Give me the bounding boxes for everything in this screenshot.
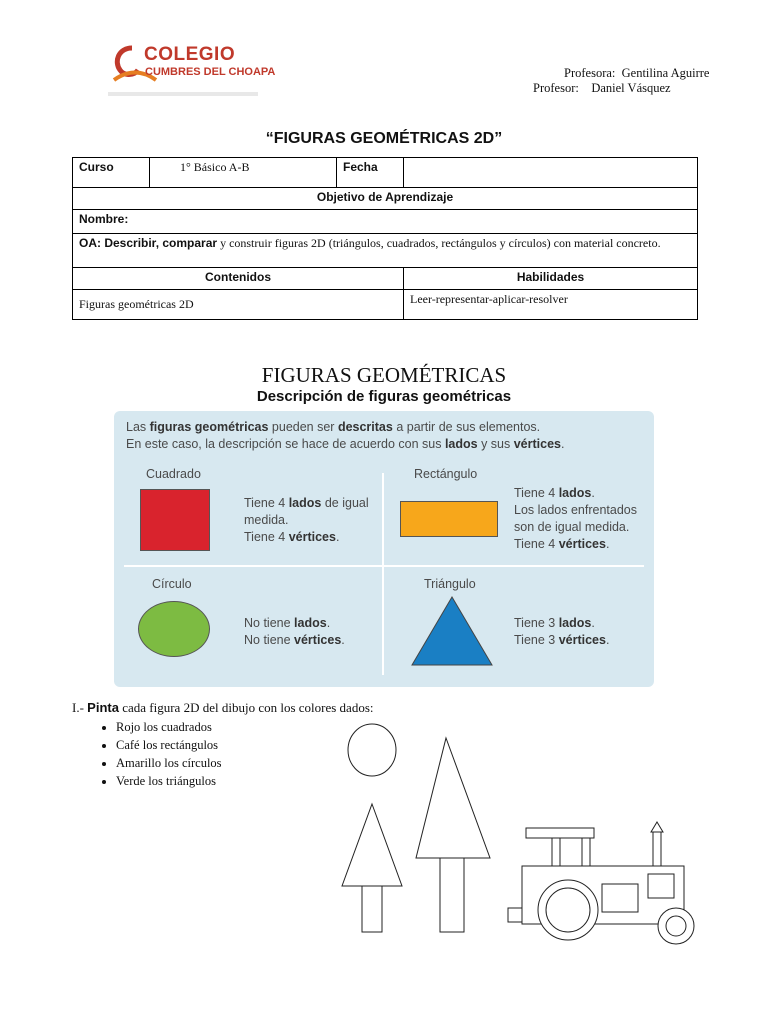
tractor-front[interactable]	[508, 908, 522, 922]
square-label: Cuadrado	[146, 467, 201, 481]
triangle-label: Triángulo	[424, 577, 476, 591]
habilidades-label: Habilidades	[404, 268, 698, 290]
teacher-1: Profesora: Gentilina Aguirre	[564, 66, 710, 80]
square-description: Tiene 4 lados de igual medida. Tiene 4 vértices.	[244, 496, 369, 544]
tractor-post-right[interactable]	[582, 838, 590, 866]
panel-vertical-divider	[382, 473, 384, 675]
habilidades-value: Leer-representar-aplicar-resolver	[404, 290, 698, 320]
drawing-oval[interactable]	[348, 724, 396, 776]
tractor-chimney-tip[interactable]	[651, 822, 663, 832]
drawing-small-triangle[interactable]	[342, 804, 402, 886]
tractor-big-wheel-hub[interactable]	[546, 888, 590, 932]
tractor-post-left[interactable]	[552, 838, 560, 866]
info-table	[72, 157, 698, 320]
color-list	[90, 718, 222, 790]
rectangle-description: Tiene 4 lados. Los lados enfrentados son de igual medida. Tiene 4 vértices.	[514, 486, 638, 551]
tractor-roof[interactable]	[526, 828, 594, 838]
section-title: FIGURAS GEOMÉTRICAS	[261, 363, 507, 387]
drawing-big-triangle[interactable]	[416, 738, 490, 858]
tractor-hood[interactable]	[602, 884, 638, 912]
list-item: • Verde los triángulos	[116, 772, 222, 790]
objetivo-label: Objetivo de Aprendizaje	[73, 188, 698, 210]
logo-line1: COLEGIO	[144, 44, 236, 65]
instruction: I.- Pinta cada figura 2D del dibujo con los colores dados:	[72, 700, 374, 715]
logo-line2: CUMBRES DEL CHOAPA	[145, 66, 276, 78]
coloring-drawing	[330, 718, 710, 968]
curso-label: Curso	[73, 158, 150, 188]
circle-label: Círculo	[152, 577, 192, 591]
list-item: • Rojo los cuadrados	[116, 718, 222, 736]
orange-rectangle-shape	[400, 501, 498, 537]
tractor-chimney[interactable]	[653, 832, 661, 866]
contenidos-label: Contenidos	[73, 268, 404, 290]
rectangle-label: Rectángulo	[414, 467, 478, 481]
document-title: “FIGURAS GEOMÉTRICAS 2D”	[265, 130, 503, 147]
tractor-window[interactable]	[648, 874, 674, 898]
contenidos-value: Figuras geométricas 2D	[73, 290, 404, 320]
curso-value: 1° Básico A-B	[150, 158, 337, 188]
nombre-label[interactable]: Nombre:	[73, 210, 698, 234]
drawing-big-trunk[interactable]	[440, 858, 464, 932]
blue-triangle-shape	[410, 595, 494, 667]
panel-intro: Las figuras geométricas pueden ser descritas a partir de sus elementos. En este caso, la descripción se hace de acuerdo con sus lados y sus vértices.	[126, 420, 565, 451]
tractor-small-wheel-hub[interactable]	[666, 916, 686, 936]
fecha-value[interactable]	[404, 158, 698, 188]
oa-cell	[73, 234, 698, 268]
list-item: • Café los rectángulos	[116, 736, 222, 754]
fecha-label: Fecha	[337, 158, 404, 188]
drawing-small-trunk[interactable]	[362, 886, 382, 932]
teacher-2: Profesor: Daniel Vásquez	[533, 81, 671, 95]
shapes-panel	[114, 411, 654, 687]
oa-bold: OA: Describir, comparar	[79, 236, 218, 250]
list-item: • Amarillo los círculos	[116, 754, 222, 772]
section-subtitle: Descripción de figuras geométricas	[256, 388, 512, 405]
green-circle-shape	[138, 601, 210, 657]
oa-text: y construir figuras 2D (triángulos, cuadrados, rectángulos y círculos) con material concreto.	[217, 236, 661, 250]
panel-horizontal-divider	[124, 565, 644, 567]
circle-description: No tiene lados. No tiene vértices.	[244, 616, 345, 647]
red-square-shape	[140, 489, 210, 551]
triangle-description: Tiene 3 lados. Tiene 3 vértices.	[514, 616, 610, 647]
